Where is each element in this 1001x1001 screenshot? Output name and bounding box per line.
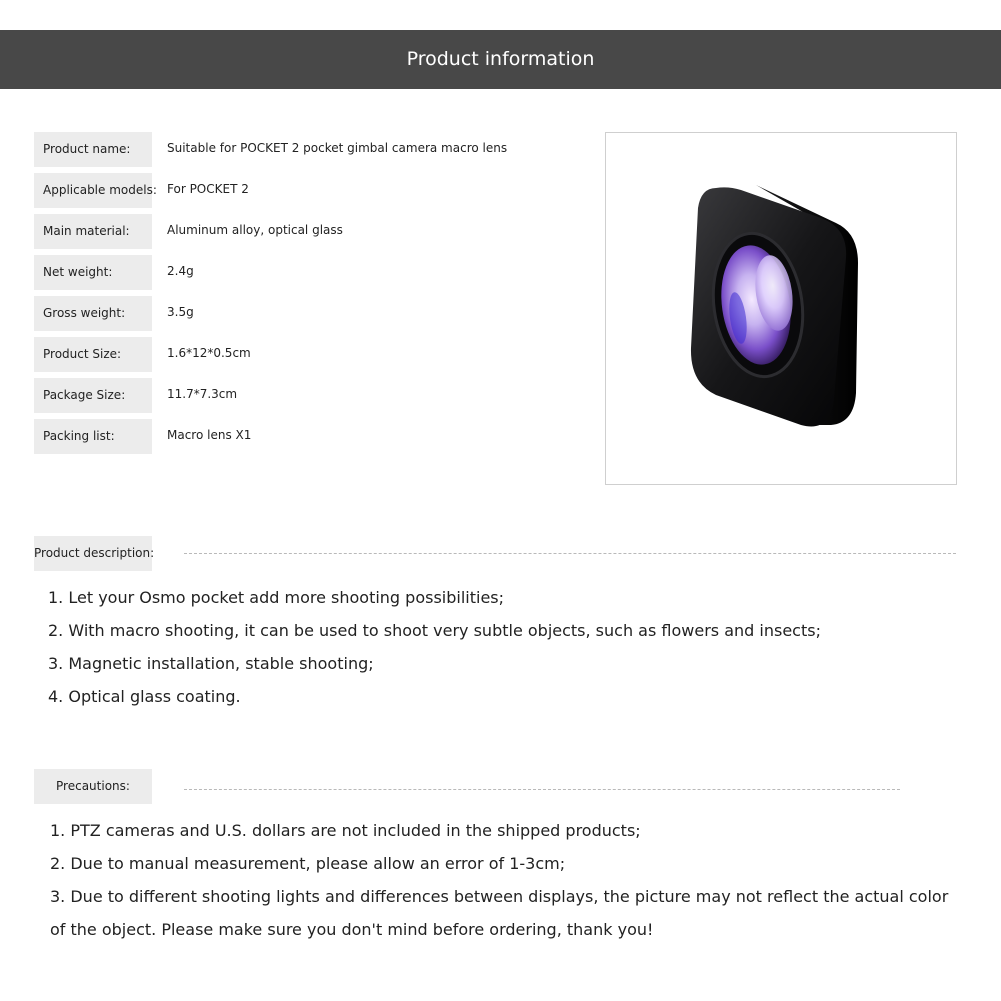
spec-row-packing-list bbox=[34, 419, 594, 454]
header-title: Product information bbox=[406, 48, 595, 70]
spec-label: Net weight: bbox=[34, 255, 152, 290]
spec-label: Applicable models: bbox=[34, 173, 152, 208]
spec-label: Product Size: bbox=[34, 337, 152, 372]
macro-lens-image bbox=[606, 133, 956, 484]
precaution-item: 1. PTZ cameras and U.S. dollars are not included in the shipped products; bbox=[50, 821, 641, 840]
precautions-tag: Precautions: bbox=[34, 769, 152, 804]
spec-value: Aluminum alloy, optical glass bbox=[167, 223, 343, 237]
divider bbox=[184, 789, 900, 790]
spec-value: For POCKET 2 bbox=[167, 182, 249, 196]
spec-value: 11.7*7.3cm bbox=[167, 387, 238, 401]
precaution-item: of the object. Please make sure you don't mind before ordering, thank you! bbox=[50, 920, 654, 939]
spec-value: 2.4g bbox=[167, 264, 194, 278]
spec-label: Gross weight: bbox=[34, 296, 152, 331]
spec-label: Packing list: bbox=[34, 419, 152, 454]
spec-value: Macro lens X1 bbox=[167, 428, 252, 442]
divider bbox=[184, 553, 956, 554]
spec-row-gross-weight bbox=[34, 296, 594, 331]
spec-label: Product name: bbox=[34, 132, 152, 167]
spec-row-applicable-models bbox=[34, 173, 594, 208]
spec-row-net-weight bbox=[34, 255, 594, 290]
description-item: 4. Optical glass coating. bbox=[48, 687, 241, 706]
description-item: 1. Let your Osmo pocket add more shooting possibilities; bbox=[48, 588, 505, 607]
spec-row-product-size bbox=[34, 337, 594, 372]
section-header bbox=[0, 30, 1001, 89]
description-item: 2. With macro shooting, it can be used to shoot very subtle objects, such as flowers and insects; bbox=[48, 621, 821, 640]
spec-value: 3.5g bbox=[167, 305, 194, 319]
spec-row-product-name bbox=[34, 132, 594, 167]
spec-label: Main material: bbox=[34, 214, 152, 249]
spec-label: Package Size: bbox=[34, 378, 152, 413]
spec-value: Suitable for POCKET 2 pocket gimbal camera macro lens bbox=[167, 141, 508, 155]
spec-row-main-material bbox=[34, 214, 594, 249]
product-description-tag: Product description: bbox=[34, 536, 152, 571]
description-item: 3. Magnetic installation, stable shooting; bbox=[48, 654, 374, 673]
product-photo bbox=[605, 132, 957, 485]
spec-value: 1.6*12*0.5cm bbox=[167, 346, 251, 360]
spec-row-package-size bbox=[34, 378, 594, 413]
precaution-item: 2. Due to manual measurement, please allow an error of 1-3cm; bbox=[50, 854, 566, 873]
precaution-item: 3. Due to different shooting lights and differences between displays, the picture may not reflect the actual color bbox=[50, 887, 949, 906]
